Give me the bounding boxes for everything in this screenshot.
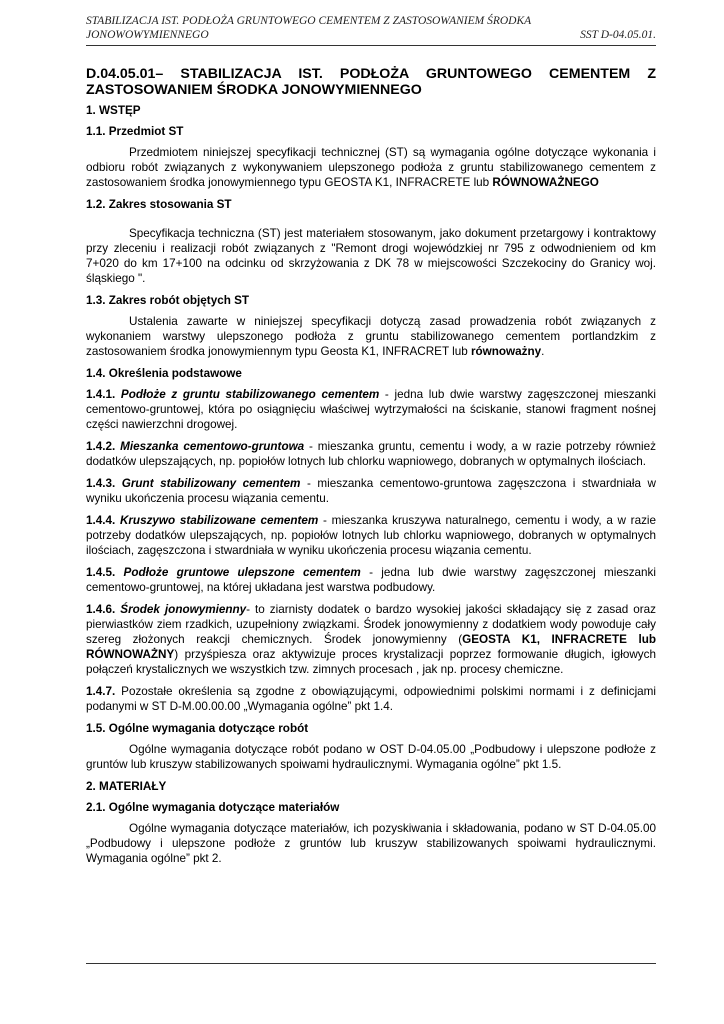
definition-term: Podłoże z gruntu stabilizowanego cementem: [120, 388, 380, 401]
header-title-line1: STABILIZACJA IST. PODŁOŻA GRUNTOWEGO CEMENTEM Z ZASTOSOWANIEM ŚRODKA: [86, 15, 532, 27]
paragraph-text: Ustalenia zawarte w niniejszej specyfikacji dotyczą zasad prowadzenia robót związanych z wykonaniem warstwy ulepszonego podłoża z gruntu stabilizowanego cementem portlandzkim z zastosowaniem środka jonowymiennym typu Geosta K1, INFRACRET lub: [86, 315, 656, 358]
definition-number: 1.4.5.: [86, 566, 124, 579]
definition-number: 1.4.4.: [86, 514, 120, 527]
definition-term: Kruszywo stabilizowane cementem: [119, 514, 319, 527]
section-1-heading: 1. WSTĘP: [86, 104, 141, 117]
definition-term: Grunt stabilizowany cementem: [121, 477, 301, 490]
definition-1-4-5: [86, 565, 656, 595]
section-1-3-paragraph: [86, 314, 656, 359]
page-header: [86, 14, 656, 42]
definition-number: 1.4.1.: [86, 388, 121, 401]
definition-term: Środek jonowymienny: [120, 603, 247, 616]
definition-text: - jedna lub dwie warstwy zagęszczonej mieszanki cementowo-gruntowej, która po osiągnięciu właściwej wytrzymałości na ściskanie, stanowi fragment nośnej części nawierzchni drogowej.: [86, 388, 656, 431]
definition-text: - jedna lub dwie warstwy zagęszczonej mieszanki cementowo-gruntowej, na której układana jest warstwa podbudowy.: [86, 566, 656, 594]
section-1-5-heading: 1.5. Ogólne wymagania dotyczące robót: [86, 722, 309, 735]
document-title: D.04.05.01– STABILIZACJA IST. PODŁOŻA GRUNTOWEGO CEMENTEM Z ZASTOSOWANIEM ŚRODKA JONOWYMIENNEGO: [86, 66, 656, 98]
section-1-5-paragraph: Ogólne wymagania dotyczące robót podano w OST D-04.05.00 „Podbudowy i ulepszone podłoże z gruntów lub kruszyw stabilizowanych spoiwami hydraulicznymi. Wymagania ogólne” pkt 1.5.: [86, 743, 656, 771]
definition-term: Podłoże gruntowe ulepszone cementem: [123, 566, 361, 579]
definition-text-continued: ) przyśpiesza oraz aktywizuje proces krystalizacji poprzez formowanie długich, igłowych połączeń krystalicznych we wszystkich tzw. zimnych procesach , jak np. procesy chemiczne.: [86, 648, 656, 676]
definition-number: 1.4.2.: [86, 440, 121, 453]
emphasis-text: równoważny: [470, 345, 542, 358]
header-divider: [86, 45, 656, 46]
definition-text: - mieszanka kruszywa naturalnego, cementu i wody, a w razie potrzeby dodatków ulepszających, np. popiołów lotnych lub chlorku wapniowego, dobranych w optymalnych ilościach, zagęszczona i stwardniała w wyniku ukończenia procesu wiązania cementu.: [86, 514, 657, 557]
definition-text: Pozostałe określenia są zgodne z obowiązującymi, odpowiednimi polskimi normami i z definicjami podanymi w ST D-M.00.00.00 „Wymagania ogólne” pkt 1.4.: [86, 685, 656, 713]
header-spec-code: SST D-04.05.01.: [580, 29, 656, 41]
definition-number: 1.4.3.: [86, 477, 122, 490]
section-1-3-heading: 1.3. Zakres robót objętych ST: [86, 294, 250, 307]
section-1-4-heading: 1.4. Określenia podstawowe: [86, 367, 242, 380]
header-row: [86, 28, 656, 42]
section-1-1-paragraph: [86, 145, 656, 190]
paragraph-text: Przedmiotem niniejszej specyfikacji technicznej (ST) są wymagania ogólne dotyczące wykonania i odbioru robót związanych z wykonywaniem ulepszonego podłoża z gruntu stabilizowanego cementem z zastosowaniem środka jonowymiennego typu GEOSTA K1, INFRACRETE lub: [86, 146, 656, 189]
definition-text: - mieszanka cementowo-gruntowa zagęszczona i stwardniała w wyniku ukończenia procesu wiązania cementu.: [86, 477, 656, 505]
definition-number: 1.4.7.: [86, 685, 122, 698]
section-2-heading: 2. MATERIAŁY: [86, 780, 167, 793]
footer-divider: [86, 963, 656, 964]
document-body: [86, 66, 656, 873]
definition-1-4-7: [86, 684, 656, 714]
definition-1-4-3: [86, 476, 656, 506]
section-2-1-paragraph: Ogólne wymagania dotyczące materiałów, ich pozyskiwania i składowania, podano w ST D-04.05.00 „Podbudowy i ulepszone podłoże z gruntów lub kruszyw stabilizowanych spoiwami hydraulicznymi. Wymagania ogólne” pkt 2.: [86, 822, 656, 865]
paragraph-end: .: [541, 345, 545, 358]
definition-text: - mieszanka gruntu, cementu i wody, a w razie potrzeby również dodatków ulepszających, np. popiołów lotnych lub chlorku wapniowego, dobranych w optymalnych ilościach.: [86, 440, 656, 468]
definition-1-4-4: [86, 513, 656, 558]
definition-1-4-1: [86, 387, 656, 432]
definition-1-4-6: [86, 602, 656, 677]
emphasis-text: GEOSTA K1, INFRACRETE lub RÓWNOWAŻNY: [86, 633, 656, 661]
section-1-2-paragraph: Specyfikacja techniczna (ST) jest materiałem stosowanym, jako dokument przetargowy i kontraktowy przy zleceniu i realizacji robót związanych z "Remont drogi wojewódzkiej nr 795 z odwodnieniem od km 7+020 do km 17+100 na odcinku od skrzyżowania z DK 78 w miejscowości Szczekociny do Granicy woj. śląskiego ".: [86, 227, 656, 285]
definition-number: 1.4.6.: [86, 603, 121, 616]
header-title-line2: JONOWOWYMIENNEGO: [86, 29, 209, 41]
definition-text: - to ziarnisty dodatek o bardzo wysokiej jakości składający się z zasad oraz pierwiastków ziem rzadkich, uzupełniony związkami. Środek jonowymienny z dodatkiem wody powoduje cały szereg złożonych reakcji chemicznych. Środek jonowymienny (: [86, 603, 656, 646]
section-1-1-heading: 1.1. Przedmiot ST: [86, 125, 184, 138]
section-1-2-heading: 1.2. Zakres stosowania ST: [86, 198, 232, 211]
emphasis-text: RÓWNOWAŻNEGO: [492, 176, 599, 189]
definition-1-4-2: [86, 439, 656, 469]
definition-term: Mieszanka cementowo-gruntowa: [120, 440, 305, 453]
section-2-1-heading: 2.1. Ogólne wymagania dotyczące materiałów: [86, 801, 340, 814]
